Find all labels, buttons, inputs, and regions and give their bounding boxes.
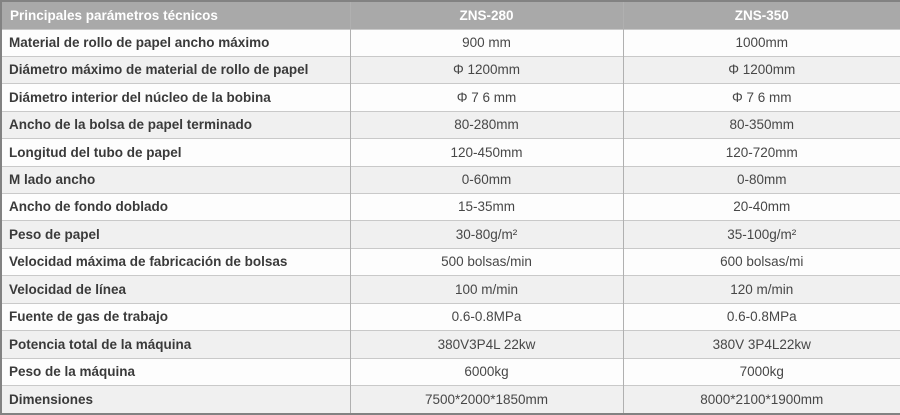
parameter-name-cell: Fuente de gas de trabajo <box>1 303 350 330</box>
zns-350-value-cell: 80-350mm <box>623 111 900 138</box>
table-row <box>1 166 900 193</box>
zns-280-value-cell: 15-35mm <box>350 194 623 221</box>
parameter-name-cell: Ancho de fondo doblado <box>1 194 350 221</box>
zns-350-value-cell: 35-100g/m² <box>623 221 900 248</box>
parameter-name-cell: Peso de la máquina <box>1 358 350 385</box>
parameter-name-cell: Potencia total de la máquina <box>1 331 350 358</box>
parameter-name-cell: Longitud del tubo de papel <box>1 139 350 166</box>
table-row <box>1 84 900 111</box>
table-row <box>1 331 900 358</box>
zns-350-value-cell: Φ 1200mm <box>623 56 900 83</box>
table-row <box>1 358 900 385</box>
zns-350-value-cell: 8000*2100*1900mm <box>623 385 900 414</box>
parameter-name-cell: Velocidad de línea <box>1 276 350 303</box>
table-row <box>1 56 900 83</box>
zns-350-value-cell: 120 m/min <box>623 276 900 303</box>
zns-350-value-cell: 600 bolsas/mi <box>623 248 900 275</box>
zns-280-value-cell: 7500*2000*1850mm <box>350 385 623 414</box>
table-header-row <box>1 1 900 29</box>
table-row <box>1 276 900 303</box>
header-parameters-label: Principales parámetros técnicos <box>1 1 350 29</box>
zns-280-value-cell: 80-280mm <box>350 111 623 138</box>
zns-350-value-cell: 20-40mm <box>623 194 900 221</box>
table-row <box>1 303 900 330</box>
zns-350-value-cell: 0-80mm <box>623 166 900 193</box>
table-row <box>1 194 900 221</box>
parameter-name-cell: Diámetro máximo de material de rollo de papel <box>1 56 350 83</box>
zns-280-value-cell: 6000kg <box>350 358 623 385</box>
parameter-name-cell: Peso de papel <box>1 221 350 248</box>
parameter-name-cell: Ancho de la bolsa de papel terminado <box>1 111 350 138</box>
zns-280-value-cell: 900 mm <box>350 29 623 56</box>
zns-280-value-cell: Φ 7 6 mm <box>350 84 623 111</box>
parameter-name-cell: M lado ancho <box>1 166 350 193</box>
table-row <box>1 385 900 414</box>
spec-table-body <box>1 29 900 414</box>
parameter-name-cell: Velocidad máxima de fabricación de bolsas <box>1 248 350 275</box>
zns-350-value-cell: 7000kg <box>623 358 900 385</box>
parameter-name-cell: Material de rollo de papel ancho máximo <box>1 29 350 56</box>
table-row <box>1 29 900 56</box>
table-row <box>1 111 900 138</box>
zns-350-value-cell: 380V 3P4L22kw <box>623 331 900 358</box>
parameter-name-cell: Diámetro interior del núcleo de la bobina <box>1 84 350 111</box>
zns-350-value-cell: Φ 7 6 mm <box>623 84 900 111</box>
header-model-zns-350: ZNS-350 <box>623 1 900 29</box>
zns-280-value-cell: 380V3P4L 22kw <box>350 331 623 358</box>
zns-280-value-cell: Φ 1200mm <box>350 56 623 83</box>
zns-350-value-cell: 0.6-0.8MPa <box>623 303 900 330</box>
header-model-zns-280: ZNS-280 <box>350 1 623 29</box>
table-row <box>1 221 900 248</box>
zns-280-value-cell: 100 m/min <box>350 276 623 303</box>
table-row <box>1 139 900 166</box>
parameter-name-cell: Dimensiones <box>1 385 350 414</box>
zns-280-value-cell: 0.6-0.8MPa <box>350 303 623 330</box>
table-row <box>1 248 900 275</box>
zns-280-value-cell: 500 bolsas/min <box>350 248 623 275</box>
zns-280-value-cell: 0-60mm <box>350 166 623 193</box>
zns-280-value-cell: 30-80g/m² <box>350 221 623 248</box>
zns-280-value-cell: 120-450mm <box>350 139 623 166</box>
zns-350-value-cell: 1000mm <box>623 29 900 56</box>
zns-350-value-cell: 120-720mm <box>623 139 900 166</box>
